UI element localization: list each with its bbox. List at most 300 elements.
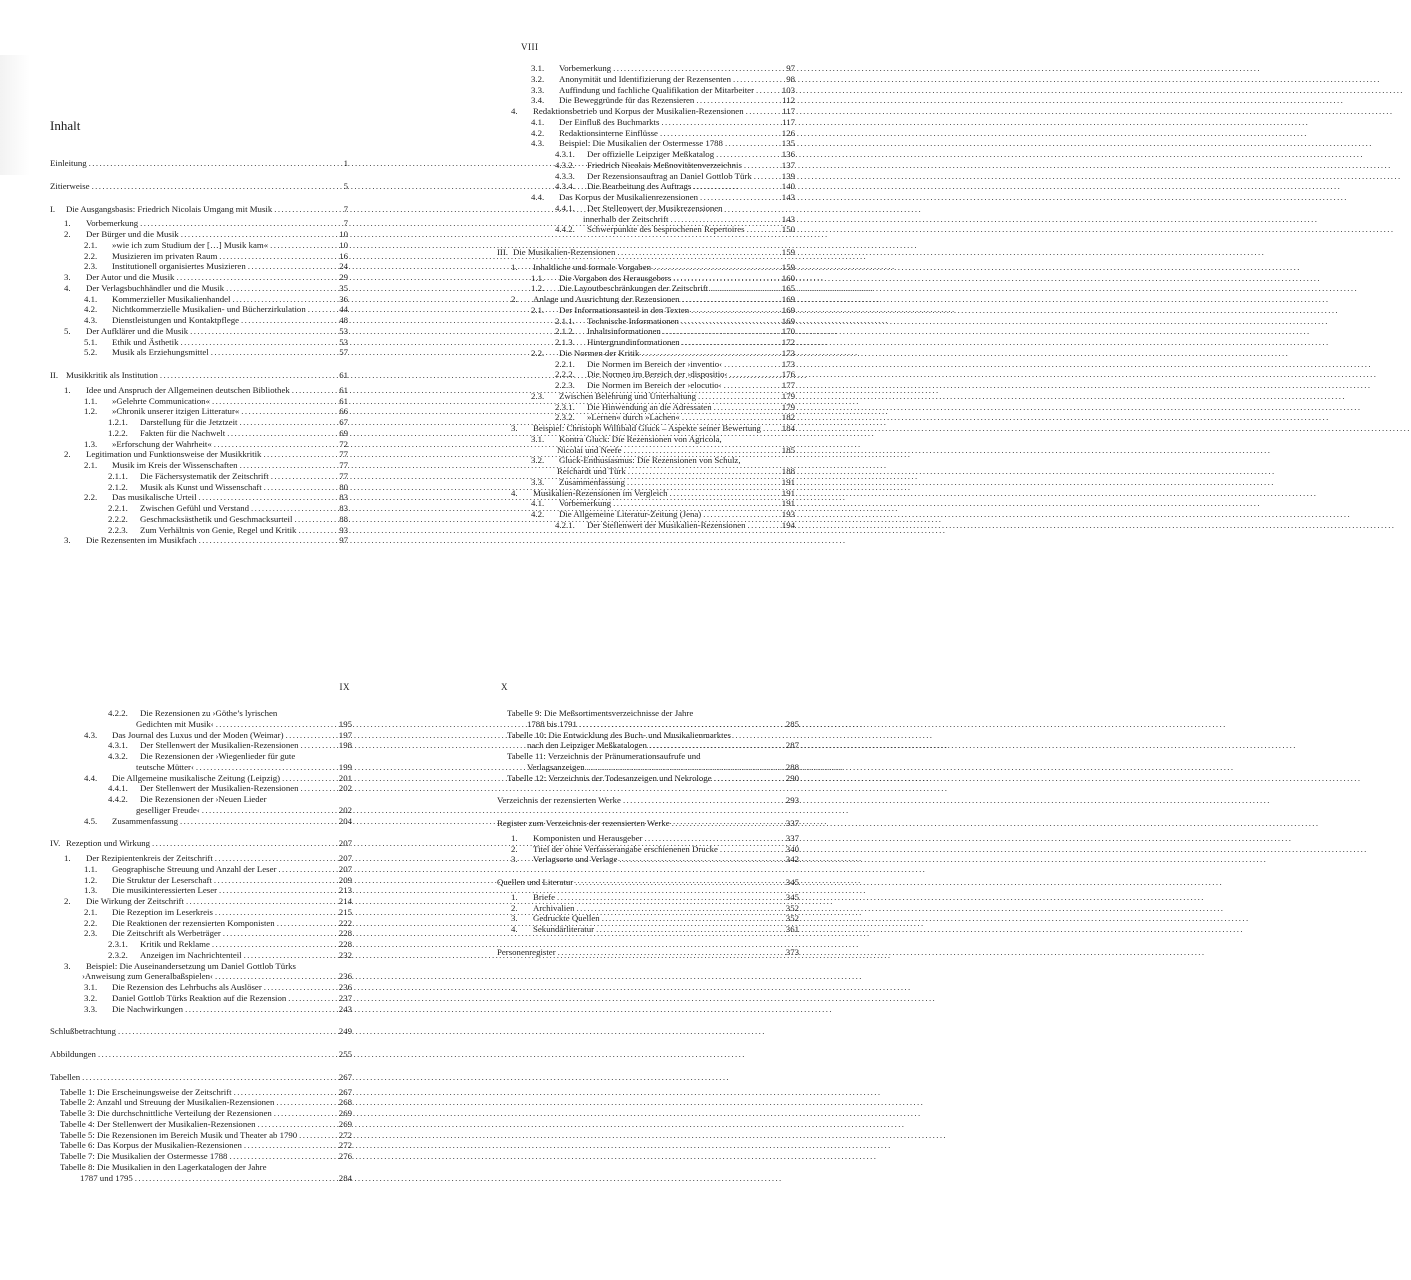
leader-dots: [276, 1097, 330, 1108]
toc-page-ix: [50, 640, 352, 1280]
toc-entry-page: 340: [785, 843, 799, 854]
leader-dots: [181, 229, 326, 240]
toc-entry-page: 57: [339, 347, 348, 358]
toc-entry-page: 202: [338, 804, 352, 815]
toc-entry: [50, 1108, 352, 1119]
toc-entry-title: Tabelle 3: Die durchschnittliche Verteilung der Rezensionen: [60, 1108, 272, 1118]
leader-dots: [733, 74, 773, 85]
toc-entry-page: 222: [338, 917, 352, 928]
toc-entry-page: 44: [339, 304, 348, 315]
toc-entry: [50, 229, 348, 240]
toc-entry-title: Die Rezensionen der ›Wiegenlieder für gute: [140, 751, 296, 761]
leader-dots: [274, 204, 326, 215]
leader-dots: [98, 1049, 330, 1060]
toc-entry-number: III.: [497, 247, 508, 257]
leader-dots: [628, 466, 773, 477]
toc-entry: [50, 158, 348, 169]
toc-entry-title: Die Beweggründe für das Rezensieren: [559, 95, 695, 106]
leader-dots: [693, 181, 773, 192]
toc-entry: [50, 1072, 352, 1083]
toc-entry: [497, 85, 795, 96]
toc-entry-number: 4.5.: [84, 815, 98, 826]
toc-entry-title: Verlagsorte und Verlage: [533, 854, 618, 865]
toc-entry-number: 4.4.2.: [108, 794, 128, 804]
toc-entry-number: 2.1.3.: [555, 337, 575, 347]
leader-dots: [216, 719, 330, 730]
toc-entry-page: 202: [338, 783, 352, 794]
toc-entry-title: Daniel Gottlob Türks Reaktion auf die Rezension: [112, 992, 287, 1003]
toc-entry: [50, 1097, 352, 1108]
leader-dots: [698, 391, 773, 402]
toc-entry-number: 1.: [64, 853, 71, 863]
toc-entry-page: 97: [786, 63, 795, 73]
toc-entry-page: 185: [781, 444, 795, 455]
toc-entry-title: Der Verlagsbuchhändler und die Musik: [86, 282, 225, 293]
toc-entry-title: Der Informationsanteil in den Texten: [559, 304, 690, 315]
toc-entry: [497, 924, 799, 935]
toc-entry-title: Tabellen: [50, 1071, 81, 1082]
leader-dots: [703, 509, 773, 520]
toc-entry: [50, 240, 348, 251]
toc-list: [497, 708, 799, 958]
leader-dots: [248, 261, 326, 272]
toc-entry: [497, 160, 795, 171]
toc-entry: [497, 359, 795, 370]
toc-entry-number: 1.1.: [84, 395, 98, 406]
toc-entry-page: 293: [785, 795, 799, 806]
leader-dots: [710, 283, 773, 294]
toc-entry-number: 1.: [511, 261, 518, 272]
leader-dots: [613, 63, 773, 74]
toc-entry: [497, 380, 795, 391]
leader-dots: [623, 795, 777, 806]
leader-dots: [579, 719, 777, 730]
toc-entry-page: 276: [338, 1151, 352, 1161]
toc-entry: [50, 762, 352, 773]
toc-entry-number: 2.1.: [84, 239, 98, 250]
scan-shadow: [0, 55, 30, 175]
toc-entry-page: 228: [338, 928, 352, 939]
toc-entry: [50, 428, 348, 439]
toc-entry-page: 215: [338, 906, 352, 917]
toc-entry-title: Friedrich Nicolais Meßnovitätenverzeichnis: [587, 159, 742, 170]
toc-entry-page: 352: [785, 902, 799, 913]
toc-entry-title: Die Ausgangsbasis: Friedrich Nicolais Umgang mit Musik: [66, 203, 273, 214]
toc-entry-number: 2.1.: [84, 460, 98, 470]
toc-entry-title: Schwerpunkte des besprochenen Repertoires: [587, 224, 745, 235]
toc-entry-number: 4.4.2.: [555, 224, 575, 235]
toc-entry-number: 4.3.3.: [555, 170, 575, 181]
toc-entry-page: 288: [785, 761, 799, 772]
toc-entry-number: 3.3.: [531, 84, 545, 95]
leader-dots: [264, 482, 326, 493]
toc-entry: [497, 455, 795, 466]
leader-dots: [670, 488, 773, 499]
toc-entry-title: Der Rezensionsauftrag an Daniel Gottlob Türk: [587, 170, 752, 181]
toc-entry: [497, 369, 795, 380]
toc-entry-page: 143: [781, 192, 795, 202]
toc-entry-title: Tabelle 5: Die Rezensionen im Bereich Musik und Theater ab 1790: [60, 1129, 298, 1140]
toc-entry-title: Die Wirkung der Zeitschrift: [86, 896, 184, 906]
leader-dots: [271, 471, 326, 482]
toc-entry-title: 1788 bis 1791: [527, 718, 577, 729]
toc-entry: [50, 1162, 352, 1173]
toc-entry-number: 5.1.: [84, 336, 98, 347]
toc-entry-title: Die Allgemeine Literatur-Zeitung (Jena): [559, 509, 702, 519]
toc-entry-page: 243: [338, 1003, 352, 1014]
toc-entry-page: 199: [338, 761, 352, 772]
toc-list: [50, 158, 348, 546]
toc-entry-number: 4.: [511, 487, 518, 498]
toc-entry-title: Sekundärliteratur: [533, 924, 595, 934]
leader-dots: [671, 214, 774, 225]
toc-entry-number: 2.1.2.: [108, 481, 128, 492]
toc-entry: [50, 993, 352, 1004]
leader-dots: [756, 85, 773, 96]
toc-entry-title: Ethik und Ästhetik: [112, 336, 179, 347]
toc-entry: [50, 730, 352, 741]
toc-entry-number: 1.1.: [531, 272, 545, 283]
page-number: IX: [339, 682, 350, 692]
leader-dots: [299, 1130, 330, 1141]
toc-entry-title: Technische Informationen: [587, 315, 679, 326]
toc-entry: [50, 719, 352, 730]
toc-entry-title: Personenregister: [497, 946, 556, 957]
leader-dots: [240, 460, 326, 471]
toc-entry-number: 1.2.1.: [108, 417, 128, 427]
toc-entry-number: 2.: [511, 843, 518, 854]
toc-entry-title: Die Rezeption im Leserkreis: [112, 906, 213, 917]
leader-dots: [714, 402, 773, 413]
toc-entry-page: 140: [781, 181, 795, 192]
toc-entry-page: 345: [785, 877, 799, 887]
leader-dots: [196, 762, 330, 773]
toc-entry: [497, 181, 795, 192]
toc-entry-number: 4.3.: [84, 315, 98, 325]
toc-entry-page: 213: [338, 885, 352, 896]
toc-entry-title: Beispiel: Die Auseinandersetzung um Daniel Gottlob Türks: [86, 960, 296, 971]
toc-entry-title: Anlage und Ausrichtung der Rezensionen: [533, 294, 680, 304]
toc-entry-title: Die Vorgaben des Herausgebers: [559, 272, 672, 283]
toc-entry-title: innerhalb der Zeitschrift: [583, 213, 669, 224]
toc-entry-number: 1.: [511, 891, 518, 902]
toc-entry-number: 5.: [64, 325, 71, 336]
toc-entry-title: Zitierweise: [50, 180, 90, 191]
toc-entry: [50, 1049, 352, 1060]
leader-dots: [716, 149, 773, 160]
toc-entry-title: Fakten für die Nachwelt: [140, 427, 226, 438]
toc-entry-title: Der Stellenwert der Musikrezensionen: [587, 202, 723, 213]
toc-entry-title: Inhaltsinformationen: [587, 326, 661, 337]
toc-entry-title: Tabelle 4: Der Stellenwert der Musikalien-Rezensionen: [60, 1118, 256, 1129]
toc-list: [497, 63, 795, 531]
leader-dots: [301, 783, 330, 794]
toc-entry-page: 67: [339, 417, 348, 427]
toc-entry-title: Musikkritik als Institution: [66, 370, 158, 380]
toc-entry-page: 77: [339, 449, 348, 460]
toc-entry-page: 193: [781, 509, 795, 519]
leader-dots: [214, 439, 326, 450]
toc-entry-number: 3.: [511, 913, 518, 924]
toc-entry-number: 2.: [64, 896, 71, 906]
toc-entry-number: 2.3.2.: [108, 949, 128, 960]
toc-entry-number: 1.2.: [84, 874, 98, 885]
toc-entry-number: 4.2.: [531, 127, 545, 138]
toc-entry-title: Komponisten und Herausgeber: [533, 832, 643, 843]
toc-entry-number: 4.2.1.: [555, 519, 575, 530]
toc-entry-number: 2.3.2.: [555, 412, 575, 423]
toc-entry-number: 3.: [511, 854, 518, 865]
leader-dots: [211, 347, 326, 358]
toc-entry-number: 1.: [511, 832, 518, 843]
toc-entry-title: Einleitung: [50, 158, 87, 168]
toc-entry: [50, 449, 348, 460]
toc-entry: [497, 423, 795, 434]
toc-entry: [50, 492, 348, 503]
toc-entry: [497, 892, 799, 903]
leader-dots: [577, 903, 777, 914]
toc-entry-page: 290: [785, 772, 799, 783]
toc-entry-page: 150: [781, 224, 795, 235]
toc-entry-page: 214: [338, 896, 352, 906]
toc-entry: [50, 907, 352, 918]
toc-entry: [497, 773, 799, 784]
toc-entry: [50, 460, 348, 471]
toc-entry-title: Die Normen im Bereich der ›dispositio‹: [587, 369, 728, 380]
toc-entry-title: nach den Leipziger Meßkatalogen: [527, 740, 647, 751]
toc-entry-page: 249: [338, 1026, 352, 1037]
toc-entry: [497, 445, 795, 456]
leader-dots: [587, 762, 777, 773]
toc-entry-page: 88: [339, 513, 348, 524]
toc-entry-page: 268: [338, 1097, 352, 1108]
toc-entry-title: Verzeichnis der rezensierten Werke: [497, 795, 621, 806]
leader-dots: [294, 514, 326, 525]
leader-dots: [219, 885, 330, 896]
toc-entry-title: Die Hinwendung an die Adressaten: [587, 401, 712, 412]
toc-entry-page: 191: [781, 476, 795, 487]
toc-entry-title: Die Zeitschrift als Werbeträger: [112, 928, 221, 939]
toc-entry-number: 3.3.: [531, 476, 545, 487]
toc-entry-title: Der Einfluß des Buchmarkts: [559, 116, 660, 127]
toc-entry-number: 4.1.: [531, 498, 545, 509]
leader-dots: [89, 158, 326, 169]
leader-dots: [682, 337, 773, 348]
toc-entry-page: 272: [338, 1140, 352, 1151]
toc-entry-number: 4.3.2.: [108, 751, 128, 761]
toc-entry-page: 207: [338, 853, 352, 863]
toc-entry: [50, 218, 348, 229]
page-number: X: [501, 682, 508, 692]
leader-dots: [82, 1072, 330, 1083]
leader-dots: [234, 1087, 330, 1098]
toc-entry-page: 228: [338, 939, 352, 949]
toc-entry: [50, 1173, 352, 1184]
toc-entry-page: 103: [781, 84, 795, 95]
toc-entry: [497, 477, 795, 488]
toc-entry-title: ›Anweisung zum Generalbaßspielen‹: [82, 971, 213, 982]
toc-entry: [50, 370, 348, 381]
toc-entry: [50, 773, 352, 784]
toc-entry-number: 4.: [64, 282, 71, 293]
leader-dots: [691, 305, 773, 316]
toc-entry-number: 1.: [64, 218, 71, 229]
toc-entry-title: Kritik und Reklame: [140, 939, 210, 949]
toc-entry: [50, 181, 348, 192]
toc-entry-page: 255: [338, 1049, 352, 1059]
toc-entry-number: 2.: [511, 294, 518, 304]
leader-dots: [212, 939, 330, 950]
toc-entry-number: 2.2.2.: [108, 513, 128, 524]
toc-entry-page: 7: [343, 218, 348, 229]
leader-dots: [613, 498, 773, 509]
toc-entry: [50, 514, 348, 525]
toc-entry-title: Institutionell organisiertes Musizieren: [112, 261, 246, 272]
toc-entry-title: Das musikalische Urteil: [112, 492, 197, 503]
toc-entry-number: 2.3.: [531, 390, 545, 401]
toc-entry: [497, 305, 795, 316]
toc-entry-page: 345: [785, 891, 799, 902]
toc-entry-number: 2.1.: [84, 906, 98, 917]
toc-entry-title: Zusammenfassung: [112, 815, 178, 826]
toc-entry-title: Tabelle 8: Die Musikalien in den Lagerkatalogen der Jahre: [60, 1161, 267, 1172]
toc-entry: [50, 261, 348, 272]
toc-entry: [497, 509, 795, 520]
toc-entry: [497, 294, 795, 305]
toc-entry: [50, 971, 352, 982]
toc-entry-title: Beispiel: Die Musikalien der Ostermesse 1788: [559, 138, 723, 149]
leader-dots: [215, 971, 330, 982]
toc-entry-title: Die Layoutbeschränkungen der Zeitschrift: [559, 283, 709, 294]
toc-entry-title: Der Stellenwert der Musikalien-Rezensionen: [140, 783, 299, 794]
toc-entry: [497, 117, 795, 128]
leader-dots: [232, 294, 326, 305]
leader-dots: [229, 1151, 330, 1162]
toc-entry-number: 2.2.: [531, 347, 545, 358]
toc-entry-number: 3.: [64, 272, 71, 282]
toc-entry: [50, 816, 352, 827]
toc-entry-title: Dienstleistungen und Kontaktpflege: [112, 315, 240, 325]
toc-entry-number: 2.1.1.: [108, 470, 128, 481]
leader-dots: [748, 520, 773, 531]
toc-entry-title: Die Rezensionen zu ›Göthe’s lyrischen: [140, 708, 278, 718]
toc-entry-page: 173: [781, 347, 795, 358]
toc-entry-page: 373: [785, 946, 799, 957]
leader-dots: [92, 181, 326, 192]
toc-entry: [50, 864, 352, 875]
toc-entry-title: Legitimation und Funktionsweise der Musikkritik: [86, 449, 262, 460]
toc-entry-title: Zwischen Gefühl und Verstand: [140, 503, 250, 513]
toc-entry: [497, 149, 795, 160]
toc-entry-title: Vorbemerkung: [559, 63, 612, 73]
leader-dots: [199, 535, 326, 546]
toc-entry-page: 159: [781, 247, 795, 257]
toc-entry: [497, 171, 795, 182]
toc-entry-number: 1.2.2.: [108, 427, 128, 438]
toc-entry: [50, 503, 348, 514]
toc-entry: [497, 262, 795, 273]
toc-entry: [497, 214, 795, 225]
toc-entry-title: Redaktionsinterne Einflüsse: [559, 127, 658, 138]
toc-entry-page: 169: [781, 315, 795, 326]
toc-entry-page: 24: [339, 261, 348, 272]
leader-dots: [308, 304, 326, 315]
toc-entry-title: Die Rezension des Lehrbuchs als Auslöser: [112, 982, 262, 992]
leader-dots: [672, 818, 777, 829]
toc-entry-page: 10: [339, 229, 348, 239]
leader-dots: [199, 492, 326, 503]
toc-entry-title: Nichtkommerzielle Musikalien- und Bücherzirkulation: [112, 304, 306, 315]
toc-entry-page: 137: [781, 159, 795, 170]
toc-entry: [497, 412, 795, 423]
toc-entry-page: 201: [338, 772, 352, 783]
toc-entry: [50, 982, 352, 993]
toc-entry: [50, 939, 352, 950]
toc-entry-title: Reichardt und Türk: [557, 466, 626, 476]
toc-entry: [50, 535, 348, 546]
toc-entry-page: 237: [338, 992, 352, 1003]
toc-entry-number: 4.1.: [84, 293, 98, 304]
toc-entry-title: Tabelle 6: Das Korpus der Musikalien-Rezensionen: [60, 1140, 242, 1151]
toc-entry-page: 61: [339, 370, 348, 380]
toc-entry-title: Gedruckte Quellen: [533, 913, 600, 924]
leader-dots: [744, 160, 773, 171]
toc-entry-title: Tabelle 11: Verzeichnis der Pränumerationsaufrufe und: [507, 751, 701, 761]
toc-entry-number: 2.: [64, 449, 71, 460]
toc-entry: [497, 751, 799, 762]
toc-entry-title: Das Journal des Luxus und der Moden (Weimar): [112, 729, 284, 740]
toc-entry: [50, 751, 352, 762]
toc-entry-number: 2.1.: [531, 304, 545, 315]
toc-entry-number: 3.: [64, 535, 71, 546]
toc-entry: [497, 247, 795, 258]
toc-entry-title: Geschmacksästhetik und Geschmacksurteil: [140, 513, 293, 524]
toc-entry-page: 7: [343, 203, 348, 214]
toc-entry-number: 3.2.: [531, 455, 545, 466]
toc-entry: [50, 740, 352, 751]
leader-dots: [602, 913, 777, 924]
toc-entry-number: IV.: [50, 838, 61, 849]
toc-entry: [50, 950, 352, 961]
toc-entry: [497, 833, 799, 844]
toc-entry: [497, 913, 799, 924]
leader-dots: [763, 423, 773, 434]
toc-entry-title: Quellen und Literatur: [497, 877, 574, 887]
leader-dots: [617, 247, 773, 258]
toc-entry-page: 361: [785, 924, 799, 934]
toc-entry: [497, 795, 799, 806]
page-number: VIII: [521, 42, 539, 52]
toc-entry-page: 207: [338, 838, 352, 849]
toc-entry: [497, 520, 795, 531]
toc-entry: [50, 283, 348, 294]
toc-entry-title: Musik als Erziehungsmittel: [112, 347, 209, 358]
leader-dots: [746, 106, 773, 117]
leader-dots: [301, 740, 330, 751]
toc-entry-title: Tabelle 12: Verzeichnis der Todesanzeigen und Nekrologe: [507, 772, 712, 783]
toc-entry-title: Der offizielle Leipziger Meßkatalog: [587, 149, 715, 159]
leader-dots: [663, 326, 773, 337]
toc-entry-page: 352: [785, 913, 799, 924]
leader-dots: [286, 730, 330, 741]
toc-entry: [50, 1130, 352, 1141]
leader-dots: [219, 251, 326, 262]
toc-entry: [497, 106, 795, 117]
toc-entry-title: Musizieren im privaten Raum: [112, 250, 218, 261]
toc-entry-page: 61: [339, 395, 348, 406]
toc-entry-title: Der Stellenwert der Musikalien-Rezensionen: [587, 519, 746, 530]
toc-entry: [50, 1004, 352, 1015]
